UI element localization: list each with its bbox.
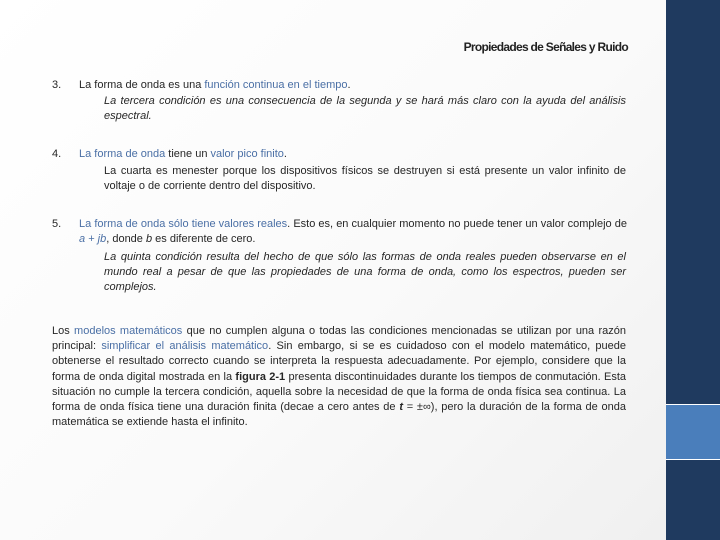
side-bar-accent-segment [666,405,720,459]
text-run: es diferente de cero. [152,233,256,245]
slide-title: Propiedades de Señales y Ruido [463,40,628,54]
list-item-number: 3. [52,79,62,91]
list-item-3-note: La tercera condición es una consecuencia de la segunda y se hará más claro con la ayuda del análisis espectral. [104,95,626,122]
math-variable: b [145,233,153,245]
highlighted-term: simplificar el análisis matemático [101,340,269,353]
list-item-text [79,147,627,162]
text-run: = ±∞), pero la duración de la forma de onda matemática se extiende hasta el infinito. [52,401,626,429]
text-run: La forma de onda es una [79,79,205,91]
text-run: . [347,79,351,91]
list-item-number: 5. [52,218,62,230]
list-item-5-note: La quinta condición resulta del hecho de que sólo las formas de onda reales pueden observarse en el mundo real a pesar de que las propiedades de una forma de onda, como los espectros, pueden ser complejos. [104,251,626,293]
list-item-number: 4. [52,148,62,160]
decorative-side-bar [666,0,720,540]
text-run: presenta discontinuidades durante los tiempos de conmutación. Esta situación no cumple la tercera condición, aquella sobre la necesidad de que la forma de onda física sea continua. La forma de onda física tiene una duración finita (decae a cero antes de [52,370,627,414]
figure-reference: figura 2-1 [235,370,286,383]
body-paragraph [52,324,626,430]
text-run: . Esto es, en cualquier momento no puede tener un valor complejo de [287,218,627,230]
highlighted-term: modelos matemáticos [74,325,183,337]
text-run: Los [52,325,75,337]
list-item-text [79,78,627,93]
text-run: , donde [106,233,146,245]
math-variable: t [399,401,403,414]
side-bar-bottom-segment [666,460,720,540]
math-expression: a + jb [79,233,107,245]
text-run: tiene un [165,148,211,160]
highlighted-term: valor pico finito [210,148,284,160]
text-run: . Sin embargo, si se es cuidadoso con el modelo matemático, puede obtenerse el resultado correcto cuando se interpreta la respuesta adecuadamente. Por ejemplo, considere que la forma de onda digital mostrada en la [52,340,626,383]
text-run: . [283,148,287,160]
list-item-text [79,217,627,247]
highlighted-term: La forma de onda [79,148,166,160]
side-bar-top-segment [666,0,720,404]
highlighted-term: La forma de onda sólo tiene valores reales [79,218,288,230]
text-run: que no cumplen alguna o todas las condiciones mencionadas se utilizan por una razón principal: [52,325,626,353]
list-item-4-note: La cuarta es menester porque los dispositivos físicos se destruyen si está presente un valor infinito de voltaje o de corriente dentro del dispositivo. [104,165,626,192]
highlighted-term: función continua en el tiempo [204,79,348,91]
